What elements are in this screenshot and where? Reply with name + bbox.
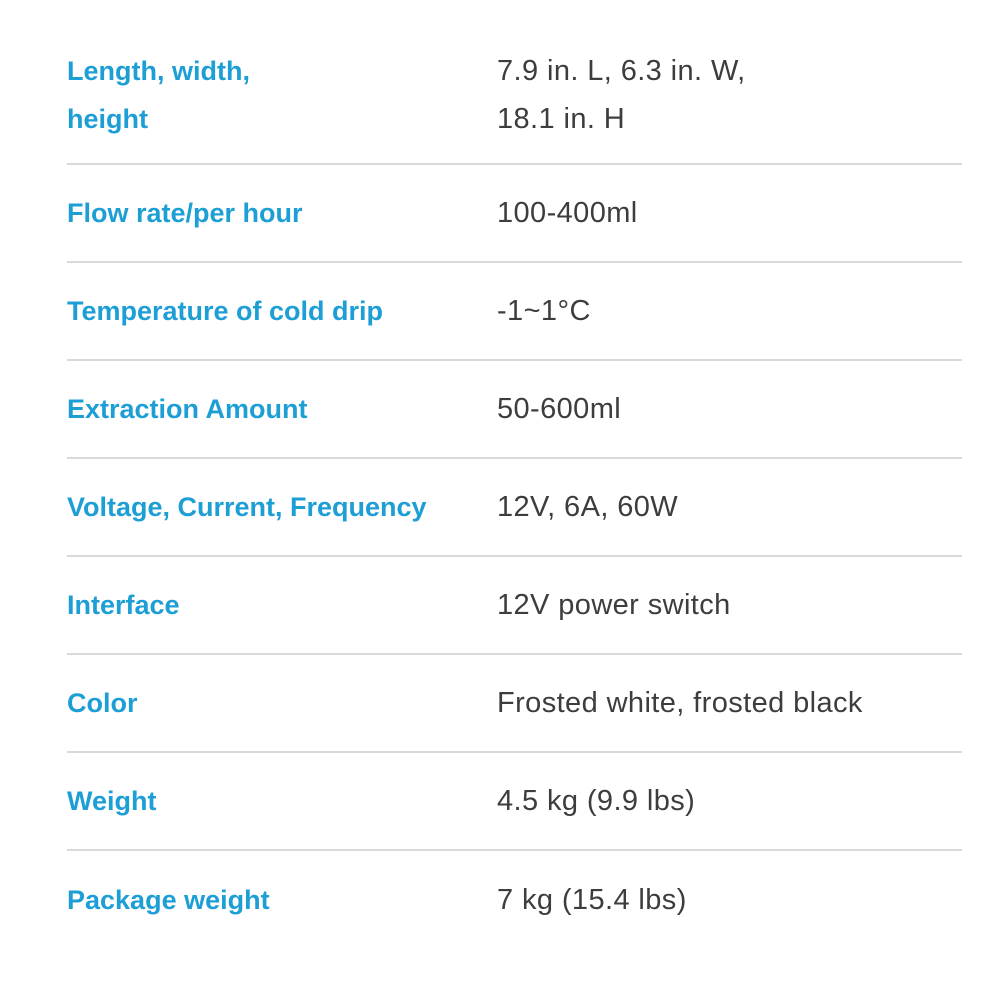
spec-table bbox=[67, 0, 962, 949]
spec-label: Interface bbox=[67, 590, 180, 620]
spec-label-line: Length, width, bbox=[67, 55, 250, 86]
spec-value-line: 18.1 in. H bbox=[497, 102, 626, 135]
spec-row-flow-rate bbox=[67, 165, 962, 263]
spec-row-color bbox=[67, 655, 962, 753]
spec-value: -1~1°C bbox=[497, 295, 591, 327]
spec-row-interface bbox=[67, 557, 962, 655]
spec-row-voltage bbox=[67, 459, 962, 557]
spec-row-temperature bbox=[67, 263, 962, 361]
spec-label: Temperature of cold drip bbox=[67, 296, 384, 326]
spec-label-line: height bbox=[67, 103, 148, 134]
spec-row-dimensions bbox=[67, 0, 962, 165]
spec-value: 100-400ml bbox=[497, 197, 638, 229]
spec-value: 50-600ml bbox=[497, 393, 622, 425]
spec-row-extraction-amount bbox=[67, 361, 962, 459]
spec-value: 7 kg (15.4 lbs) bbox=[497, 884, 687, 916]
spec-label bbox=[67, 47, 497, 143]
spec-label: Weight bbox=[67, 786, 157, 816]
spec-label: Extraction Amount bbox=[67, 394, 308, 424]
spec-label: Voltage, Current, Frequency bbox=[67, 492, 427, 522]
spec-label: Package weight bbox=[67, 885, 270, 915]
spec-value bbox=[497, 47, 962, 143]
spec-label: Flow rate/per hour bbox=[67, 198, 303, 228]
spec-value: Frosted white, frosted black bbox=[497, 687, 863, 719]
spec-label: Color bbox=[67, 688, 138, 718]
spec-value: 12V, 6A, 60W bbox=[497, 491, 679, 523]
spec-row-package-weight bbox=[67, 851, 962, 949]
spec-value: 12V power switch bbox=[497, 589, 731, 621]
spec-value: 4.5 kg (9.9 lbs) bbox=[497, 785, 696, 817]
spec-value-line: 7.9 in. L, 6.3 in. W, bbox=[497, 54, 746, 87]
spec-row-weight bbox=[67, 753, 962, 851]
